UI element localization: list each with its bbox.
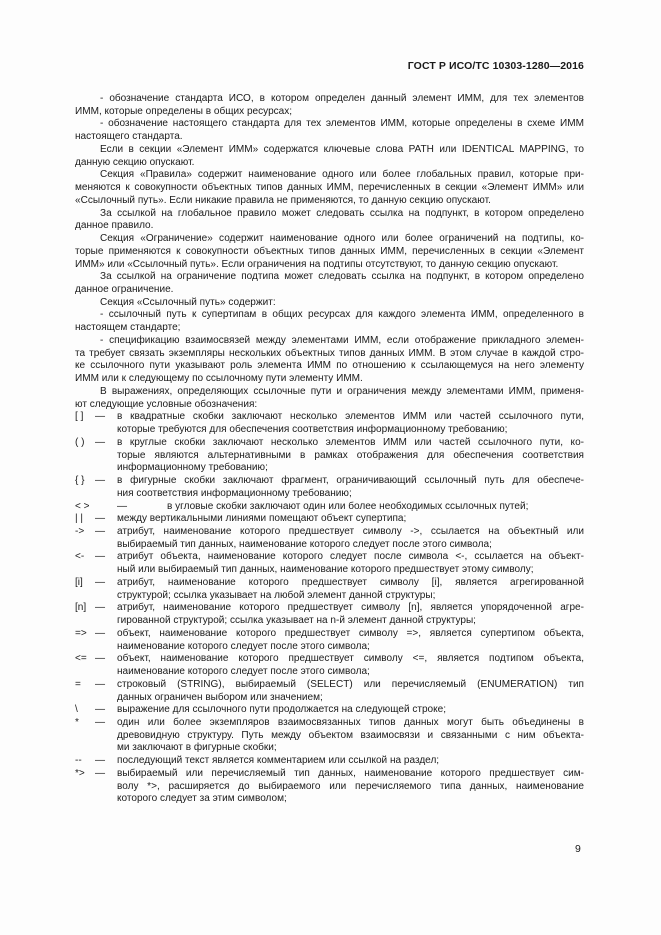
- legend-symbol: ->: [75, 525, 85, 537]
- legend-symbol: =: [75, 678, 81, 690]
- legend-description: [117, 717, 584, 755]
- legend-description: [117, 628, 584, 653]
- legend-description: [117, 551, 584, 576]
- legend-symbol: { }: [75, 475, 85, 487]
- legend-description-line: между вертикальными линиями помещают объект супертипа;: [117, 513, 407, 525]
- text-line: меняются к совокупности объектных типов данных ИММ, перечисленных в секции «Элемент ИММ» или: [75, 182, 584, 194]
- legend-row: [75, 679, 584, 704]
- legend-row: [75, 577, 584, 602]
- text-line: ИММ, которые определены в общих ресурсах;: [75, 105, 293, 117]
- legend-description: [117, 653, 584, 678]
- legend-dash: —: [95, 551, 106, 563]
- legend-description-line: в круглые скобки заключают несколько элементов ИММ или частей ссылочного пути, ко-: [117, 436, 584, 448]
- legend-description: [117, 437, 584, 475]
- text-line: данную секцию опускают.: [75, 156, 195, 168]
- legend-description-line: атрибут, наименование которого предшествует символу [n], является упорядоченной агре-: [117, 602, 584, 614]
- legend-description-line: последующий текст является комментарием или ссылкой на раздел;: [117, 755, 440, 767]
- legend-description-line: в угловые скобки заключают один или более необходимых ссылочных путей;: [167, 500, 529, 512]
- text-line: данное ограничение.: [75, 284, 174, 296]
- legend-description-line: объект, наименование которого предшествует символу <=, является подтипом объекта,: [117, 653, 584, 665]
- legend-dash: —: [117, 500, 128, 512]
- legend-row: [75, 653, 584, 678]
- legend-description: [117, 755, 584, 768]
- legend-description: [117, 768, 584, 806]
- legend-description-line: древовидную структуру. Путь между объектом взаимосвязи и связанными с ним объекта-: [117, 729, 584, 741]
- legend-description: [117, 526, 584, 551]
- text-line: - спецификацию взаимосвязей между элементами ИММ, если отображение прикладного элемен-: [100, 334, 584, 346]
- legend-symbol: [i]: [75, 576, 83, 588]
- symbol-legend: [75, 411, 584, 806]
- legend-dash: —: [95, 576, 106, 588]
- legend-description-line: атрибут объекта, наименование которого следует после символа <-, ссылается на объект-: [117, 551, 584, 563]
- legend-description: [117, 513, 584, 526]
- legend-description-line: торые являются альтернативными в рамках отображения для обеспечения соответствия: [117, 449, 584, 461]
- legend-description: [117, 704, 584, 717]
- legend-description-line: волу *>, расширяется до выбираемого или перечисляемого типа данных, наименование: [117, 780, 584, 792]
- legend-description-line: выражение для ссылочного пути продолжается на следующей строке;: [117, 704, 447, 716]
- legend-description-line: данных ограничен выбором или значением;: [117, 691, 323, 703]
- legend-description-line: которые требуются для обеспечения соответствия информационному требованию;: [117, 424, 508, 436]
- legend-dash: —: [95, 678, 106, 690]
- text-line: данное правило.: [75, 220, 154, 232]
- text-line: За ссылкой на глобальное правило может следовать ссылка на подпункт, в котором определено: [100, 207, 584, 219]
- legend-dash: —: [95, 704, 106, 716]
- legend-dash: —: [95, 653, 106, 665]
- text-line: Секция «Правила» содержит наименование одного или более глобальных правил, которые при-: [100, 169, 584, 181]
- body-text: [75, 93, 584, 806]
- legend-dash: —: [95, 525, 106, 537]
- text-line: торые применяются к совокупности объектных типов данных ИММ, перечисленных в секции «Элемент: [75, 245, 584, 257]
- legend-row: [75, 475, 584, 500]
- legend-row: [75, 513, 584, 526]
- legend-dash: —: [95, 716, 106, 728]
- text-line: Если в секции «Элемент ИММ» содержатся ключевые слова PATH или IDENTICAL MAPPING, то: [100, 143, 584, 155]
- legend-description-line: которого следует за этим символом;: [117, 793, 287, 805]
- legend-description: [117, 475, 584, 500]
- legend-row: [75, 602, 584, 627]
- text-line: За ссылкой на ограничение подтипа может следовать ссылка на подпункт, в котором определено: [100, 271, 584, 283]
- text-line: «Ссылочный путь». Если никакие правила не применяются, то данную секцию опускают.: [75, 194, 491, 206]
- text-line: - обозначение настоящего стандарта для тех элементов ИММ, которые определены в схеме ИММ: [100, 118, 584, 130]
- legend-row: [75, 526, 584, 551]
- legend-description-line: наименование которого следует после этого символа;: [117, 640, 370, 652]
- legend-row: [75, 755, 584, 768]
- legend-row: [75, 628, 584, 653]
- legend-dash: —: [95, 602, 106, 614]
- legend-row: [75, 717, 584, 755]
- legend-symbol: <=: [75, 653, 87, 665]
- legend-row: [75, 411, 584, 436]
- legend-description-line: объект, наименование которого предшествует символу =>, является супертипом объекта,: [117, 627, 584, 639]
- legend-description-line: в квадратные скобки заключают несколько элементов ИММ или частей ссылочного пути,: [117, 411, 584, 423]
- legend-symbol: < >: [75, 500, 90, 512]
- legend-dash: —: [95, 436, 106, 448]
- text-line: ке ссылочного пути указывают роль элемента ИММ по отношению к ссылающемуся на него элементу: [75, 360, 584, 372]
- legend-description-line: структурой; ссылка указывает на любой элемент данной структуры;: [117, 589, 436, 601]
- text-line: та требует связать экземпляры нескольких объектных типов данных ИММ. В этом случае в каждой стро-: [75, 347, 584, 359]
- legend-row: [75, 704, 584, 717]
- legend-row: [75, 551, 584, 576]
- legend-description: [117, 679, 584, 704]
- legend-description-line: один или более экземпляров взаимосвязанных типов данных могут быть объединены в: [117, 716, 584, 728]
- legend-symbol: \: [75, 704, 78, 716]
- legend-dash: —: [95, 767, 106, 779]
- text-line: Секция «Ограничение» содержит наименование одного или более ограничений на подтипы, ко-: [100, 233, 584, 245]
- standard-designation: ГОСТ Р ИСО/ТС 10303-1280—2016: [407, 60, 584, 72]
- legend-description-line: гированной структурой; ссылка указывает на n-й элемент данной структуры;: [117, 615, 476, 627]
- legend-description-line: атрибут, наименование которого предшествует символу [i], является агрегированной: [117, 576, 584, 588]
- text-line: - обозначение стандарта ИСО, в котором определен данный элемент ИММ, для тех элементов: [100, 93, 584, 104]
- legend-row: [75, 768, 584, 806]
- legend-symbol: [n]: [75, 602, 87, 614]
- legend-description-line: ми заключают в фигурные скобки;: [117, 742, 277, 754]
- paragraph-list: [75, 93, 584, 411]
- legend-description-line: атрибут, наименование которого предшествует символу ->, ссылается на объектный или: [117, 525, 584, 537]
- legend-symbol: *: [75, 716, 79, 728]
- text-line: ют следующие условные обозначения:: [75, 398, 258, 410]
- legend-dash: —: [95, 475, 106, 487]
- legend-row: [75, 501, 584, 514]
- legend-symbol: *>: [75, 767, 85, 779]
- legend-description-line: выбираемый тип данных, наименование которого следует после этого символа;: [117, 538, 492, 550]
- page-number: 9: [575, 843, 581, 855]
- legend-symbol: | |: [75, 513, 84, 525]
- text-line: Секция «Ссылочный путь» содержит:: [100, 296, 276, 308]
- legend-symbol: --: [75, 755, 82, 767]
- legend-dash: —: [95, 513, 106, 525]
- legend-description-line: информационному требованию;: [117, 462, 268, 474]
- legend-description-line: наименование которого следует после этого символа;: [117, 666, 370, 678]
- text-line: ИММ» или «Ссылочный путь». Если ограничения на подтипы отсутствуют, то данную секцию опускают.: [75, 258, 559, 270]
- legend-description-line: ния соответствия информационному требованию;: [117, 487, 352, 499]
- legend-symbol: =>: [75, 627, 87, 639]
- legend-symbol: <-: [75, 551, 85, 563]
- legend-symbol: [ ]: [75, 411, 84, 423]
- legend-dash: —: [95, 755, 106, 767]
- legend-description-line: выбираемый или перечисляемый тип данных, наименование которого предшествует сим-: [117, 767, 584, 779]
- legend-description-line: ный или выбираемый тип данных, наименование которого предшествует этому символу;: [117, 564, 534, 576]
- text-line: ИММ или к следующему по ссылочному пути элементу ИММ.: [75, 373, 363, 385]
- legend-description: [167, 501, 584, 514]
- legend-symbol: ( ): [75, 436, 85, 448]
- legend-description-line: строковый (STRING), выбираемый (SELECT) или перечисляемый (ENUMERATION) тип: [117, 678, 584, 690]
- text-line: - ссылочный путь к супертипам в общих ресурсах для каждого элемента ИММ, определенного в: [100, 309, 584, 321]
- text-line: настоящего стандарта.: [75, 131, 183, 143]
- legend-description: [117, 602, 584, 627]
- legend-description-line: в фигурные скобки заключают фрагмент, ограничивающий ссылочный путь для обеспече-: [117, 475, 584, 487]
- legend-row: [75, 437, 584, 475]
- legend-description: [117, 411, 584, 436]
- text-line: настоящем стандарте;: [75, 322, 181, 334]
- legend-dash: —: [95, 627, 106, 639]
- legend-description: [117, 577, 584, 602]
- legend-dash: —: [95, 411, 106, 423]
- text-line: В выражениях, определяющих ссылочные пути и ограничения между элементами ИММ, применя-: [100, 385, 584, 397]
